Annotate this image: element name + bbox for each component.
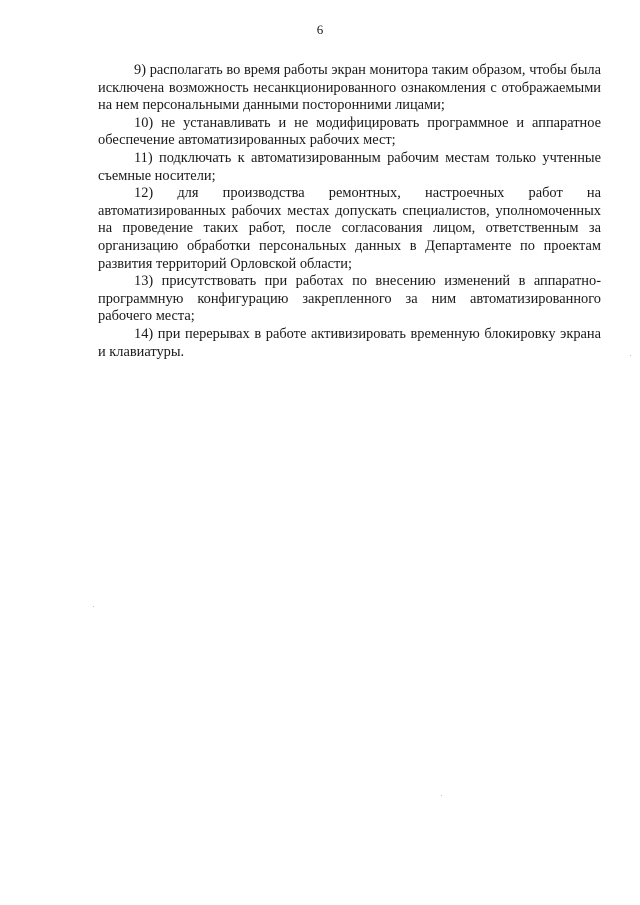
- list-item: 10) не устанавливать и не модифицировать программное и аппаратное обеспечение автоматизированных рабочих мест;: [98, 114, 601, 149]
- list-item: 12) для производства ремонтных, настроечных работ на автоматизированных рабочих местах допускать специалистов, уполномоченных на проведение таких работ, после согласования лицом, ответственным за организацию обработки персональных данных в Департаменте по проектам развития территорий Орловской области;: [98, 185, 601, 272]
- list-item: 9) располагать во время работы экран монитора таким образом, чтобы была исключена возможность несанкционированного ознакомления с отображаемыми на нем персональными данными посторонними лицами;: [98, 62, 601, 114]
- list-item: 11) подключать к автоматизированным рабочим местам только учтенные съемные носители;: [98, 149, 601, 184]
- list-item: 13) присутствовать при работах по внесению изменений в аппаратно-программную конфигурацию закрепленного за ним автоматизированного рабочего места;: [98, 273, 601, 325]
- document-body: [98, 62, 601, 361]
- scan-speck: [441, 795, 442, 796]
- list-item: 14) при перерывах в работе активизировать временную блокировку экрана и клавиатуры.: [98, 325, 601, 360]
- scan-speck: [93, 606, 94, 607]
- scan-speck: [630, 355, 631, 356]
- page-number: 6: [316, 22, 324, 37]
